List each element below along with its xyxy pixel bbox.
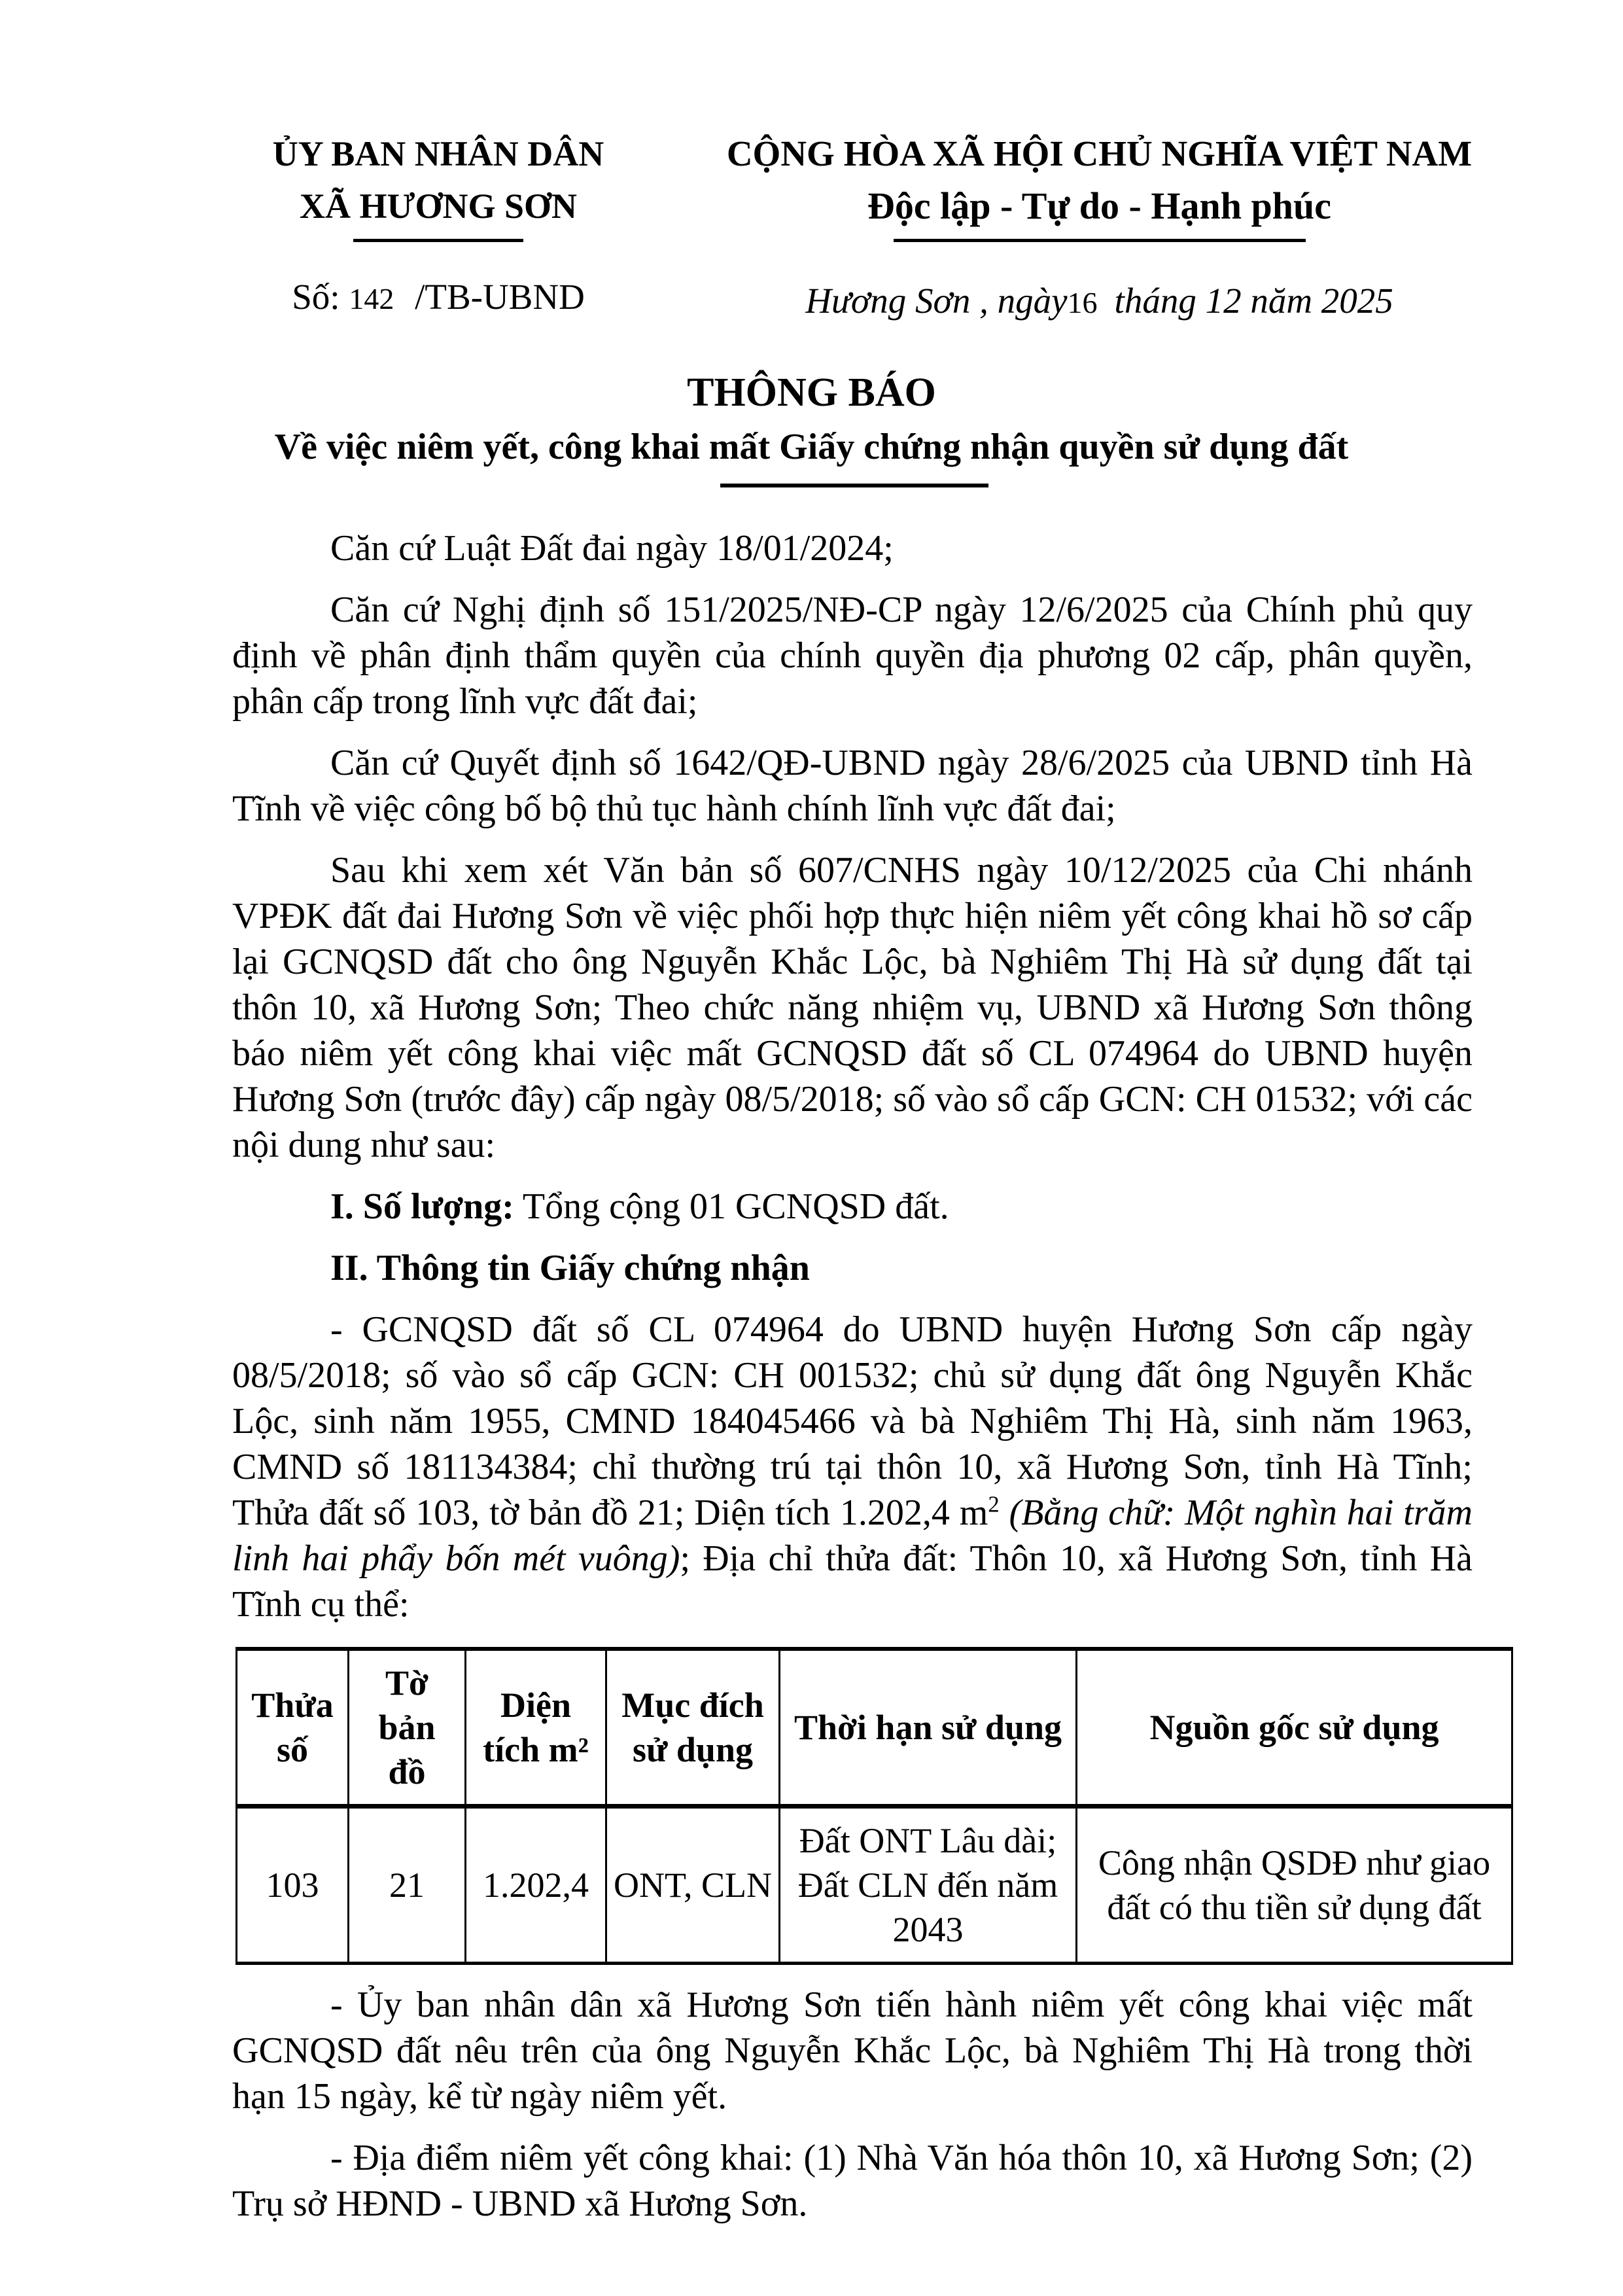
national-title: CỘNG HÒA XÃ HỘI CHỦ NGHĨA VIỆT NAM xyxy=(726,133,1473,173)
col-header-use-term: Thời hạn sử dụng xyxy=(780,1649,1077,1807)
place-date-line xyxy=(687,280,1512,321)
issuing-authority-name: XÃ HƯƠNG SƠN xyxy=(299,186,577,226)
paragraph-posting-duration: - Ủy ban nhân dân xã Hương Sơn tiến hành niêm yết công khai việc mất GCNQSD đất nêu trên của ông Nguyễn Khắc Lộc, bà Nghiêm Thị Hà trong thời hạn 15 ngày, kể từ ngày niêm yết. xyxy=(232,1985,1473,2117)
issuing-authority-block xyxy=(190,128,687,321)
document-number-line xyxy=(190,276,687,317)
paragraph-legal-basis-3: Căn cứ Quyết định số 1642/QĐ-UBND ngày 28/6/2025 của UBND tỉnh Hà Tĩnh về việc công bố bộ thủ tục hành chính lĩnh vực đất đai; xyxy=(232,743,1473,829)
land-parcel-table xyxy=(236,1647,1513,1965)
paragraph-review-statement: Sau khi xem xét Văn bản số 607/CNHS ngày 10/12/2025 của Chi nhánh VPĐK đất đai Hương Sơn về việc phối hợp thực hiện niêm yết công khai hồ sơ cấp lại GCNQSD đất cho ông Nguyễn Khắc Lộc, bà Nghiêm Thị Hà sử dụng đất tại thôn 10, xã Hương Sơn; Theo chức năng nhiệm vụ, UBND xã Hương Sơn thông báo niêm yết công khai việc mất GCNQSD đất số CL 074964 do UBND huyện Hương Sơn (trước đây) cấp ngày 08/5/2018; số vào sổ cấp GCN: CH 01532; với các nội dung như sau: xyxy=(232,850,1473,1165)
cell-use-origin: Công nhận QSDĐ như giao đất có thu tiền sử dụng đất xyxy=(1077,1807,1512,1964)
issuing-authority-parent: ỦY BAN NHÂN DÂN xyxy=(272,134,604,173)
col-header-use-origin: Nguồn gốc sử dụng xyxy=(1077,1649,1512,1807)
title-underline xyxy=(720,484,988,487)
paragraph-certificate-details xyxy=(232,1307,1473,1627)
table-header-row xyxy=(237,1649,1512,1807)
document-header xyxy=(0,0,1623,321)
document-number-label: Số: xyxy=(292,277,340,317)
document-number-value: 142 xyxy=(349,282,394,315)
date-day-value: 16 xyxy=(1067,286,1098,319)
national-motto: Độc lập - Tự do - Hạnh phúc xyxy=(867,185,1331,227)
date-prefix: Hương Sơn , ngày xyxy=(805,281,1068,321)
paragraph-legal-basis-1: Căn cứ Luật Đất đai ngày 18/01/2024; xyxy=(330,528,894,569)
date-suffix: tháng 12 năm 2025 xyxy=(1114,281,1393,321)
area-in-words: (Bằng chữ: Một nghìn hai trăm linh hai phẩy bốn mét vuông) xyxy=(232,1492,1473,1579)
cell-area: 1.202,4 xyxy=(466,1807,606,1964)
cell-parcel-number: 103 xyxy=(237,1807,349,1964)
document-number-suffix: /TB-UBND xyxy=(415,277,585,317)
col-header-land-use-purpose: Mục đích sử dụng xyxy=(606,1649,780,1807)
cell-use-term: Đất ONT Lâu dài; Đất CLN đến năm 2043 xyxy=(780,1807,1077,1964)
certificate-details-text: - GCNQSD đất số CL 074964 do UBND huyện Hương Sơn cấp ngày 08/5/2018; số vào sổ cấp GCN: CH 001532; chủ sử dụng đất ông Nguyễn Khắc Lộc, sinh năm 1955, CMND 184045466 và bà Nghiêm Thị Hà, sinh năm 1963, CMND số 181134384; chỉ thường trú tại thôn 10, xã Hương Sơn, tỉnh Hà Tĩnh; Thửa đất số 103, tờ bản đồ 21; Diện tích 1.202,4 m xyxy=(232,1309,1473,1533)
section-quantity xyxy=(232,1184,1473,1229)
document-title: THÔNG BÁO xyxy=(687,370,936,415)
section-certificate-info-heading: II. Thông tin Giấy chứng nhận xyxy=(330,1248,810,1288)
document-body xyxy=(232,525,1491,2227)
motto-underline xyxy=(894,239,1306,242)
col-header-parcel-number: Thửa số xyxy=(237,1649,349,1807)
national-motto-block xyxy=(687,128,1512,321)
table-row xyxy=(237,1807,1512,1964)
parcel-address-text: ; Địa chỉ thửa đất: Thôn 10, xã Hương Sơn, tỉnh Hà Tĩnh cụ thể: xyxy=(232,1538,1473,1625)
col-header-map-sheet: Tờ bản đồ xyxy=(349,1649,466,1807)
paragraph-posting-locations: - Địa điểm niêm yết công khai: (1) Nhà Văn hóa thôn 10, xã Hương Sơn; (2) Trụ sở HĐND - UBND xã Hương Sơn. xyxy=(232,2138,1473,2224)
cell-land-use-purpose: ONT, CLN xyxy=(606,1807,780,1964)
cell-map-sheet: 21 xyxy=(349,1807,466,1964)
section-quantity-label: I. Số lượng: xyxy=(330,1186,514,1227)
title-block xyxy=(0,364,1623,487)
paragraph-legal-basis-2: Căn cứ Nghị định số 151/2025/NĐ-CP ngày 12/6/2025 của Chính phủ quy định về phân định thẩm quyền của chính quyền địa phương 02 cấp, phân quyền, phân cấp trong lĩnh vực đất đai; xyxy=(232,590,1473,722)
superscript-square: 2 xyxy=(988,1491,1000,1517)
section-quantity-text: Tổng cộng 01 GCNQSD đất. xyxy=(514,1186,949,1227)
col-header-area: Diện tích m² xyxy=(466,1649,606,1807)
authority-underline xyxy=(353,239,523,242)
document-subtitle: Về việc niêm yết, công khai mất Giấy chứng nhận quyền sử dụng đất xyxy=(274,427,1349,467)
